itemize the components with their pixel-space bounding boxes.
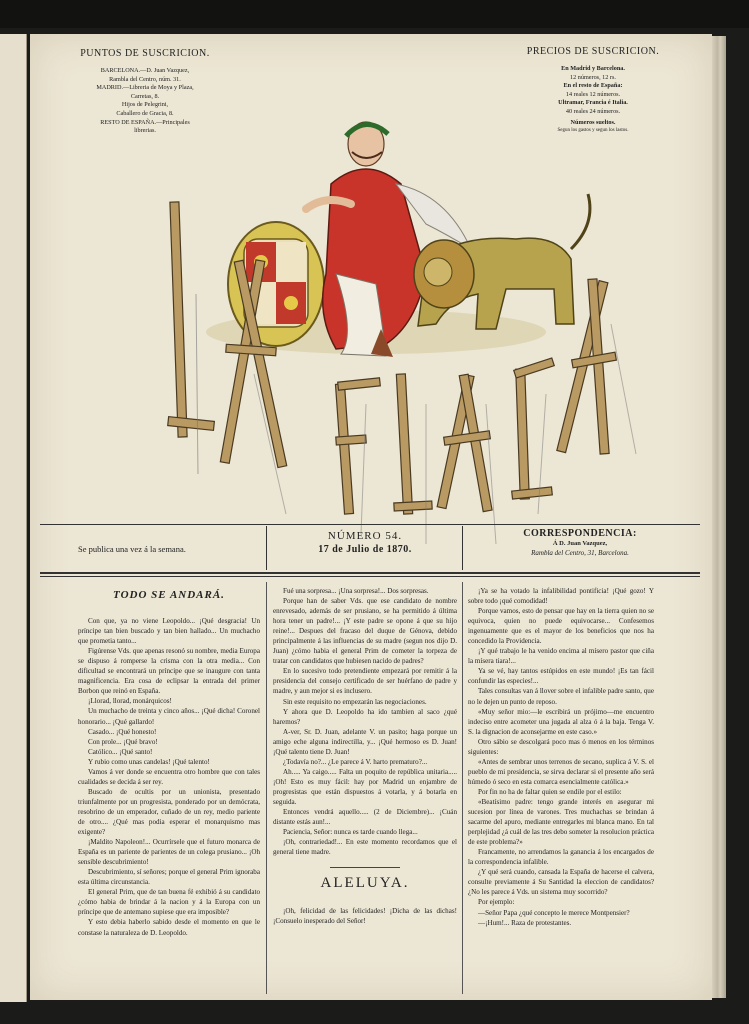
article-paragraph: Ah..... Ya caigo..... Falta un poquito de república unitaria..... ¡Oh! Esto es muy fácil: hay por Madrid un enjambre de progresistas que están dispuestos á votarla, y á botarla en seguida. (273, 767, 457, 806)
article-paragraph: —¡Hum!... Raza de protestantes. (478, 918, 572, 927)
issue-info (270, 530, 460, 555)
article-paragraph: Y rubio como unas candelas! ¡Qué talento! (88, 757, 210, 766)
article-paragraph: «Beatísimo padre: tengo grande interés en asegurar mi sucesion por línea de varones. Tres muchachas se brindan á sacarme del apuro, mediante entregarles mi blanca mano. En tal perplejidad ¿á cuál de las tres debo someter la resolucion práctica de este problema?» (468, 797, 654, 847)
subscription-line: Caballero de Gracia, 8. (116, 109, 174, 117)
article-paragraph: El general Prim, que de tan buena fé exhibió á su candidato ¿cómo habia de brindar á la nacion y á la Europa con un príncipe que de antemano supiese que era imposible? (78, 888, 260, 917)
article-paragraph: Entonces vendrá aquello..... (2 de Diciembre)... ¡Cuán distante estás aun!... (273, 808, 457, 827)
article-paragraph: Y esto debia haberlo sabido desde el momento en que le constase la naturaleza de D. Leopoldo. (78, 918, 260, 937)
page-stack-edge (712, 36, 726, 998)
issue-number: NÚMERO 54. (327, 530, 403, 542)
article-paragraph: En lo sucesivo todo pretendiente empezará por remitir á la presidencia del consejo certificado de ser huérfano de padre y madre, y aun mejor si es inclusero. (273, 667, 457, 696)
subscription-line: librerias. (134, 127, 156, 135)
subscription-line: Hijos de Pelegrini, (121, 101, 169, 109)
header-rule-bottom-thin (40, 576, 700, 577)
subscription-line: MADRID.—Libreria de Moya y Plaza, (96, 84, 194, 92)
aleluya-text: ¡Oh, felicidad de las felicidades! ¡Dicha de las dichas! ¡Consuelo inesperado del Señor! (273, 907, 457, 926)
article-paragraph: ¡Oh, contrariedad!... En este momento recordamos que el general tiene madre. (273, 838, 457, 857)
column-divider-1 (266, 582, 267, 994)
article-paragraph: Tales consultas van á llover sobre el infalible padre santo, que no le dejen un punto de reposo. (468, 687, 654, 706)
article-paragraph: ¿Y qué será cuando, cansada la España de hacerse el calvera, consulte previamente á Su Santidad la eleccion de candidatos? ¿No les parece á Vds. un sistema muy socorrido? (468, 868, 654, 897)
subscription-points-title: PUNTOS DE SUSCRICION. (80, 48, 210, 59)
article-todo-se-andara (78, 590, 260, 938)
header-divider-1 (266, 526, 267, 570)
masthead-letter-c (512, 358, 555, 514)
subscription-line: Rambla del Centro, núm. 31. (109, 75, 181, 83)
article-paragraph: —Señor Papa ¿qué concepto le merece Montpensier? (478, 908, 630, 917)
article-paragraph: Un muchacho de treinta y cinco años... ¡Qué dicha! Coronel honorario... ¡Qué gallardo! (78, 707, 260, 726)
article-paragraph: ¡Maldito Napoleon!... Ocurrírsele que el futuro monarca de España es un pariente de parientes de un colega prusiano... ¡Oh sensible descubrimiento! (78, 838, 260, 867)
scanner-border (0, 0, 749, 28)
price-line: 14 reales 12 números. (565, 90, 621, 98)
article-continuation (273, 586, 457, 926)
article-paragraph: ¡Ya se ha votado la infalibilidad pontificia! ¡Qué gozo! Y sobre todo ¡qué comodidad! (468, 587, 654, 606)
newspaper-page (30, 34, 712, 1000)
article-paragraph: «Antes de sembrar unos terrenos de secano, suplica á V. S. el pueblo de mi presidencia, se sirva declarar si el presente año será húmedo ó seco en esta comarca esencialmente católica.» (468, 757, 654, 786)
article-paragraph: Por fin no ha de faltar quien se endile por el estilo: (478, 787, 622, 796)
article-paragraph: Casado... ¡Qué honesto! (88, 727, 157, 736)
header-rule-bottom (40, 572, 700, 574)
article-paragraph: Paciencia, Señor: nunca es tarde cuando llega... (283, 828, 418, 837)
price-line: Números sueltos. (570, 118, 616, 126)
header-divider-2 (462, 526, 463, 570)
article-infalibilidad (468, 586, 654, 928)
correspondence-name: Á D. Juan Vazquez, (552, 540, 608, 547)
subscription-prices-title: PRECIOS DE SUSCRICION. (526, 46, 660, 57)
article-paragraph: Descubrimiento, sí señores; porque el general Prim ignoraba esta última circunstancia. (78, 868, 260, 887)
price-line: En Madrid y Barcelona. (561, 65, 625, 72)
article-paragraph: Sin este requisito no empezarán las negociaciones. (283, 697, 427, 706)
article-title: TODO SE ANDARÁ. (113, 589, 225, 601)
correspondence-title: CORRESPONDENCIA: (523, 528, 637, 539)
article-paragraph: Con que, ya no viene Leopoldo... ¡Qué desgracia! Un príncipe tan bien buscado y tan bien hallado... Un muchacho que prometia tanto... (78, 617, 260, 646)
masthead-letter-f (335, 378, 380, 534)
publication-frequency: Se publica una vez á la semana. (78, 544, 186, 554)
masthead-letter-l2 (394, 374, 432, 544)
article-paragraph: A-ver, Sr. D. Juan, adelante V. un pasito; haga porque un amigo eche alguna indirectilla, y... ¡Qué hermoso es D. Juan! ¡Qué talento tiene D. Juan! (273, 727, 457, 756)
price-line: Segun los gastos y segun los lastos. (557, 128, 629, 134)
article-paragraph: Porque vamos, esto de pensar que hay en la tierra quien no se equivoca, quien no puede equivocarse... Confesemos ingenuamente que es el mayor de los beneficios que nos ha concedido la Providencia. (468, 607, 654, 646)
previous-page-edge (0, 34, 27, 1002)
masthead-illustration (126, 74, 646, 554)
price-line: En el resto de España: (563, 82, 623, 90)
article-paragraph: Otro sábio se descolgará poco mas ó menos en los términos siguientes: (468, 737, 654, 756)
price-line: Ultramar, Francia é Italia. (558, 99, 628, 107)
aleluya-title: ALELUYA. (320, 875, 410, 892)
subscription-line: RESTO DE ESPAÑA.—Principales (100, 118, 190, 126)
section-divider (330, 867, 400, 868)
price-line: 12 números, 12 rs. (570, 73, 616, 81)
masthead-letter-a2 (437, 374, 496, 544)
subscription-line: Carretas, 8. (130, 92, 160, 100)
article-paragraph: Vamos á ver donde se encuentra otro hombre que con tales cualidades se decida á ser rey. (78, 767, 260, 786)
article-paragraph: ¡Y qué trabajo le ha venido encima al mísero pastor que ciña la mísera tiara!... (468, 647, 654, 666)
column-divider-2 (462, 582, 463, 994)
article-paragraph: Católico... ¡Qué santo! (88, 747, 153, 756)
article-paragraph: Fué una sorpresa... ¡Una sorpresa!... Dos sorpresas. (283, 587, 429, 595)
article-paragraph: Y ahora que D. Leopoldo ha ido tambien al saco ¿qué haremos? (273, 707, 457, 726)
header-rule-top (40, 524, 700, 525)
article-paragraph: Porque han de saber Vds. que ese candidato de nombre enrevesado, además de ser prusiano, se ha permitido á última hora tener un padre!... ¡Y este padre se opone á que su hijo reine!... Despues del fracaso del duque de Génova, debido principalmente á las influencias de su madre (segun nos dijo D. Juan) ¿cómo habia el general Prim de cometer la torpeza de tratar con candidatos que hubiesen nacido de padres? (273, 597, 457, 666)
article-paragraph: Por ejemplo: (478, 898, 515, 907)
correspondence-info (470, 528, 690, 557)
price-line: 40 reales 24 números. (565, 107, 621, 115)
article-paragraph: Francamente, no arrendamos la ganancia á los encargados de la correspondencia infalible. (468, 848, 654, 867)
article-paragraph: ¡Llorad, llorad, monárquicos! (88, 697, 172, 706)
subscription-line: BARCELONA.—D. Juan Vazquez, (100, 67, 190, 74)
issue-date: 17 de Julio de 1870. (318, 544, 412, 555)
masthead-letter-l (168, 202, 215, 474)
article-paragraph: Con prole... ¡Qué bravo! (88, 737, 158, 746)
article-paragraph: Buscado de ocultis por un unionista, presentado triunfalmente por un progresista, ponderado por un demócrata, resobrino de un emperador, cuñado de un rey, medio pariente de otro.... ¿Qué mas podia esperar el monarquismo mas exigente? (78, 787, 260, 837)
article-paragraph: Ya se vé, hay tantos estúpidos en este mundo! ¡Es tan fácil confundir las especies!... (468, 667, 654, 686)
article-paragraph: ¿Todavía no?... ¿Le parece á V. harto prematuro?... (283, 757, 428, 766)
article-paragraph: Figúrense Vds. que apenas resonó su nombre, media Europa se dispuso á romperse la crisma con la otra media... Con dificultad se encontrará un príncipe que se inaugure con tanta magnificencia. Era cosa de eclipsar la entrada del primer Borbon que reinó en España. (78, 647, 260, 696)
correspondence-address: Rambla del Centro, 31, Barcelona. (531, 549, 629, 557)
article-paragraph: «Muy señor mio:—le escribirá un prójimo—me encuentro indeciso entre acometer una jugada al alza ó á la baja. Tenga V. S. la dignacion de aconsejarme en este caso.» (468, 707, 654, 736)
